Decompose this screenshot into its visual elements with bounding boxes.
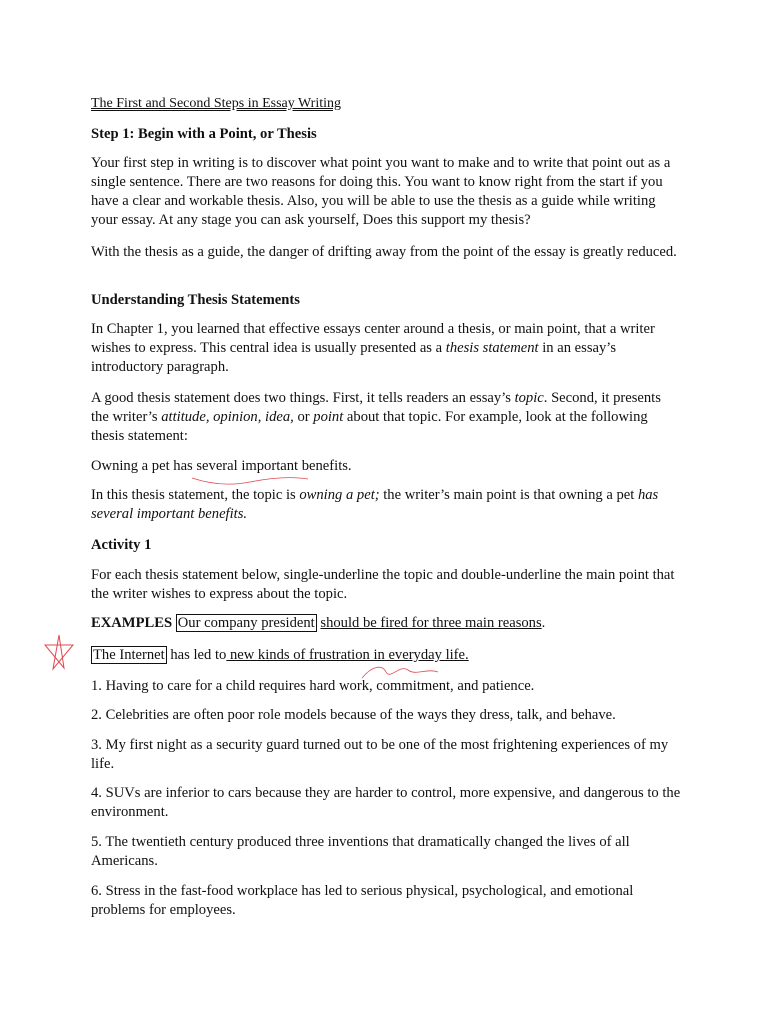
underlined-point-1: should be fired for three main reasons xyxy=(320,615,542,631)
document-title: The First and Second Steps in Essay Writing xyxy=(91,96,341,111)
understanding-paragraph-3 xyxy=(91,486,681,524)
hand-drawn-star-icon xyxy=(42,632,76,672)
emphasis-topic: topic xyxy=(514,390,544,406)
emphasis-point: point xyxy=(313,409,344,425)
star-stroke xyxy=(45,635,73,669)
text-run: in an essay’s introductory paragraph. xyxy=(91,340,617,375)
text-run: A good thesis statement does two things. First, it tells readers an essay’s xyxy=(91,390,515,406)
step1-heading: Step 1: Begin with a Point, or Thesis xyxy=(91,126,317,142)
squiggle-stroke xyxy=(192,478,308,485)
list-item: 5. The twentieth century produced three inventions that dramatically changed the lives of all Americans. xyxy=(91,834,630,869)
text-run: In this thesis statement, the topic is xyxy=(91,487,300,503)
emphasis-attitude: attitude, opinion, idea, xyxy=(161,409,294,425)
boxed-topic-1: Our company president xyxy=(177,615,315,631)
example-thesis: Owning a pet has several important benefits. xyxy=(91,458,352,474)
activity-heading: Activity 1 xyxy=(91,537,152,553)
hand-drawn-curl-icon xyxy=(360,662,440,682)
list-item: 2. Celebrities are often poor role models because of the ways they dress, talk, and behave. xyxy=(91,707,616,723)
understanding-paragraph-2 xyxy=(91,389,681,446)
boxed-topic-2: The Internet xyxy=(93,647,165,663)
text-run: or xyxy=(293,409,314,425)
curl-stroke xyxy=(362,667,438,678)
text-run: In Chapter 1, you learned that effective essays center around a thesis, or main point, that a writer wishes to express. This central idea is usually presented as a xyxy=(91,321,655,356)
emphasis-thesis-statement: thesis statement xyxy=(445,340,539,356)
hand-drawn-squiggle-icon xyxy=(190,470,310,488)
activity-instructions: For each thesis statement below, single-underline the topic and double-underline the main point that the writer wishes to express about the topic. xyxy=(91,567,675,602)
understanding-paragraph-1 xyxy=(91,320,681,377)
text-run: . Second, it presents the writer’s xyxy=(91,390,661,425)
understanding-heading: Understanding Thesis Statements xyxy=(91,292,300,308)
list-item: 1. Having to care for a child requires hard work, commitment, and patience. xyxy=(91,678,535,694)
list-item: 4. SUVs are inferior to cars because they are harder to control, more expensive, and dangerous to the environment. xyxy=(91,785,681,820)
examples-label: EXAMPLES xyxy=(91,615,173,631)
example-line-1 xyxy=(91,614,681,633)
text-run: . xyxy=(541,615,546,631)
emphasis-owning-a-pet: owning a pet; xyxy=(299,487,380,503)
step1-paragraph-2: With the thesis as a guide, the danger of drifting away from the point of the essay is greatly reduced. xyxy=(91,244,677,260)
list-item: 6. Stress in the fast-food workplace has led to serious physical, psychological, and emotional problems for employees. xyxy=(91,883,634,918)
list-item: 3. My first night as a security guard turned out to be one of the most frightening experiences of my life. xyxy=(91,737,669,772)
step1-paragraph-1: Your first step in writing is to discover what point you want to make and to write that point out as a single sentence. There are two reasons for doing this. You want to know right from the start if you have a clear and workable thesis. Also, you will be able to use the thesis as a guide while writing your essay. At any stage you can ask yourself, Does this support my thesis? xyxy=(91,155,671,228)
text-run: about that topic. For example, look at the following thesis statement: xyxy=(91,409,648,444)
emphasis-benefits: has several important benefits. xyxy=(91,487,659,522)
underlined-point-2: new kinds of frustration in everyday life. xyxy=(226,647,469,663)
text-run: has led to xyxy=(166,647,227,663)
text-run: the writer’s main point is that owning a pet xyxy=(379,487,638,503)
